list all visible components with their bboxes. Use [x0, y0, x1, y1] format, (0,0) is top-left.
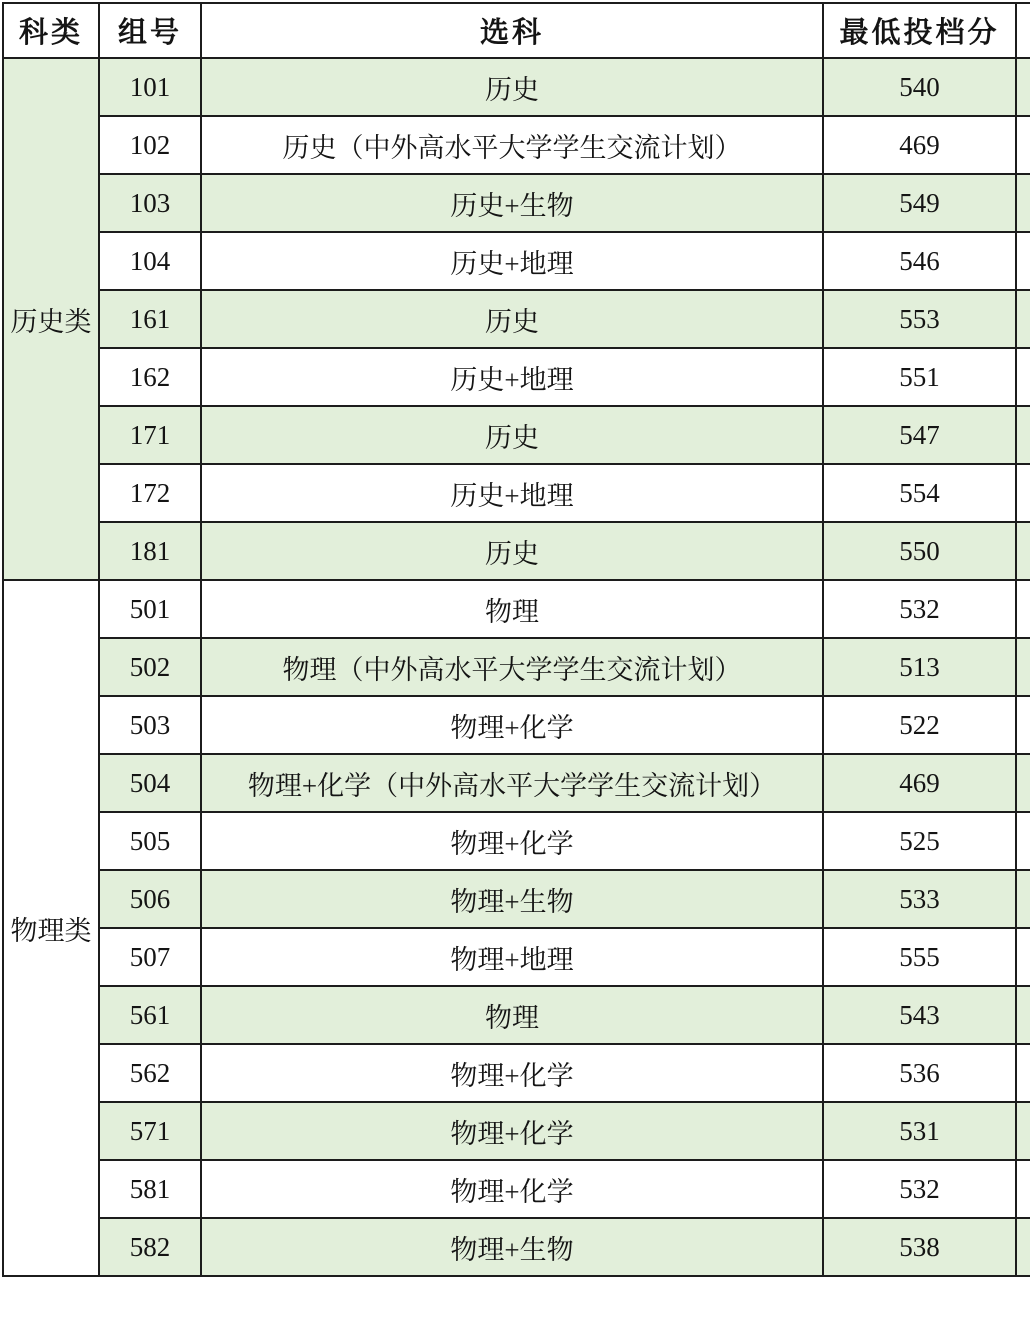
score-cell: 543	[823, 986, 1016, 1044]
subjects-cell: 历史+地理	[201, 232, 823, 290]
edge-strip-header-cell	[1016, 3, 1030, 58]
edge-strip-cell	[1016, 696, 1030, 754]
table-row	[3, 522, 1030, 580]
group-cell: 571	[99, 1102, 201, 1160]
table-row	[3, 116, 1030, 174]
table-row	[3, 1218, 1030, 1276]
subjects-cell: 历史	[201, 58, 823, 116]
score-cell: 532	[823, 580, 1016, 638]
subjects-cell: 历史+地理	[201, 348, 823, 406]
score-cell: 538	[823, 1218, 1016, 1276]
group-cell: 504	[99, 754, 201, 812]
table-header	[3, 3, 1030, 58]
group-cell: 181	[99, 522, 201, 580]
subjects-cell: 物理+化学	[201, 812, 823, 870]
score-cell: 550	[823, 522, 1016, 580]
group-cell: 507	[99, 928, 201, 986]
score-cell: 547	[823, 406, 1016, 464]
subjects-cell: 历史+生物	[201, 174, 823, 232]
subjects-cell: 物理+地理	[201, 928, 823, 986]
score-cell: 536	[823, 1044, 1016, 1102]
table-row	[3, 1102, 1030, 1160]
header-group: 组号	[99, 3, 201, 58]
group-cell: 172	[99, 464, 201, 522]
table-row	[3, 928, 1030, 986]
score-cell: 532	[823, 1160, 1016, 1218]
table-row	[3, 232, 1030, 290]
table-row	[3, 638, 1030, 696]
edge-strip-cell	[1016, 1044, 1030, 1102]
category-cell: 物理类	[3, 580, 99, 1276]
score-cell: 533	[823, 870, 1016, 928]
edge-strip-cell	[1016, 406, 1030, 464]
group-cell: 103	[99, 174, 201, 232]
edge-strip-cell	[1016, 522, 1030, 580]
subjects-cell: 物理+生物	[201, 1218, 823, 1276]
score-cell: 469	[823, 116, 1016, 174]
table-row	[3, 1044, 1030, 1102]
header-score: 最低投档分	[823, 3, 1016, 58]
table-row	[3, 1160, 1030, 1218]
edge-strip-cell	[1016, 812, 1030, 870]
edge-strip-cell	[1016, 870, 1030, 928]
group-cell: 501	[99, 580, 201, 638]
group-cell: 562	[99, 1044, 201, 1102]
edge-strip-cell	[1016, 986, 1030, 1044]
subjects-cell: 历史	[201, 522, 823, 580]
table-row	[3, 580, 1030, 638]
header-subjects: 选科	[201, 3, 823, 58]
group-cell: 104	[99, 232, 201, 290]
table-row	[3, 754, 1030, 812]
score-cell: 549	[823, 174, 1016, 232]
score-cell: 555	[823, 928, 1016, 986]
table-row	[3, 290, 1030, 348]
subjects-cell: 物理+化学	[201, 1102, 823, 1160]
subjects-cell: 物理+生物	[201, 870, 823, 928]
edge-strip-cell	[1016, 1102, 1030, 1160]
edge-strip-cell	[1016, 232, 1030, 290]
edge-strip-cell	[1016, 174, 1030, 232]
group-cell: 561	[99, 986, 201, 1044]
subjects-cell: 物理	[201, 580, 823, 638]
group-cell: 581	[99, 1160, 201, 1218]
table-row	[3, 986, 1030, 1044]
subjects-cell: 物理（中外高水平大学学生交流计划）	[201, 638, 823, 696]
edge-strip-cell	[1016, 290, 1030, 348]
group-cell: 161	[99, 290, 201, 348]
table-body	[3, 58, 1030, 1276]
edge-strip-cell	[1016, 580, 1030, 638]
edge-strip-cell	[1016, 348, 1030, 406]
score-cell: 540	[823, 58, 1016, 116]
table-row	[3, 348, 1030, 406]
edge-strip-cell	[1016, 58, 1030, 116]
score-cell: 522	[823, 696, 1016, 754]
subjects-cell: 物理+化学	[201, 696, 823, 754]
edge-strip-cell	[1016, 928, 1030, 986]
subjects-cell: 历史（中外高水平大学学生交流计划）	[201, 116, 823, 174]
score-cell: 513	[823, 638, 1016, 696]
admission-score-table	[2, 2, 1030, 1277]
score-cell: 551	[823, 348, 1016, 406]
edge-strip-cell	[1016, 638, 1030, 696]
group-cell: 102	[99, 116, 201, 174]
subjects-cell: 物理	[201, 986, 823, 1044]
score-cell: 469	[823, 754, 1016, 812]
header-category: 科类	[3, 3, 99, 58]
group-cell: 162	[99, 348, 201, 406]
group-cell: 171	[99, 406, 201, 464]
table-row	[3, 464, 1030, 522]
subjects-cell: 物理+化学	[201, 1160, 823, 1218]
table-row	[3, 406, 1030, 464]
table-row	[3, 58, 1030, 116]
subjects-cell: 物理+化学	[201, 1044, 823, 1102]
edge-strip-cell	[1016, 1160, 1030, 1218]
category-cell: 历史类	[3, 58, 99, 580]
header-row	[3, 3, 1030, 58]
score-cell: 525	[823, 812, 1016, 870]
score-cell: 546	[823, 232, 1016, 290]
score-cell: 553	[823, 290, 1016, 348]
edge-strip-cell	[1016, 464, 1030, 522]
score-cell: 531	[823, 1102, 1016, 1160]
score-cell: 554	[823, 464, 1016, 522]
group-cell: 505	[99, 812, 201, 870]
edge-strip-cell	[1016, 116, 1030, 174]
group-cell: 503	[99, 696, 201, 754]
table-row	[3, 812, 1030, 870]
group-cell: 502	[99, 638, 201, 696]
edge-strip-cell	[1016, 1218, 1030, 1276]
table-row	[3, 174, 1030, 232]
subjects-cell: 历史	[201, 290, 823, 348]
edge-strip-cell	[1016, 754, 1030, 812]
subjects-cell: 历史	[201, 406, 823, 464]
group-cell: 101	[99, 58, 201, 116]
group-cell: 506	[99, 870, 201, 928]
table-row	[3, 870, 1030, 928]
table-row	[3, 696, 1030, 754]
subjects-cell: 历史+地理	[201, 464, 823, 522]
subjects-cell: 物理+化学（中外高水平大学学生交流计划）	[201, 754, 823, 812]
group-cell: 582	[99, 1218, 201, 1276]
